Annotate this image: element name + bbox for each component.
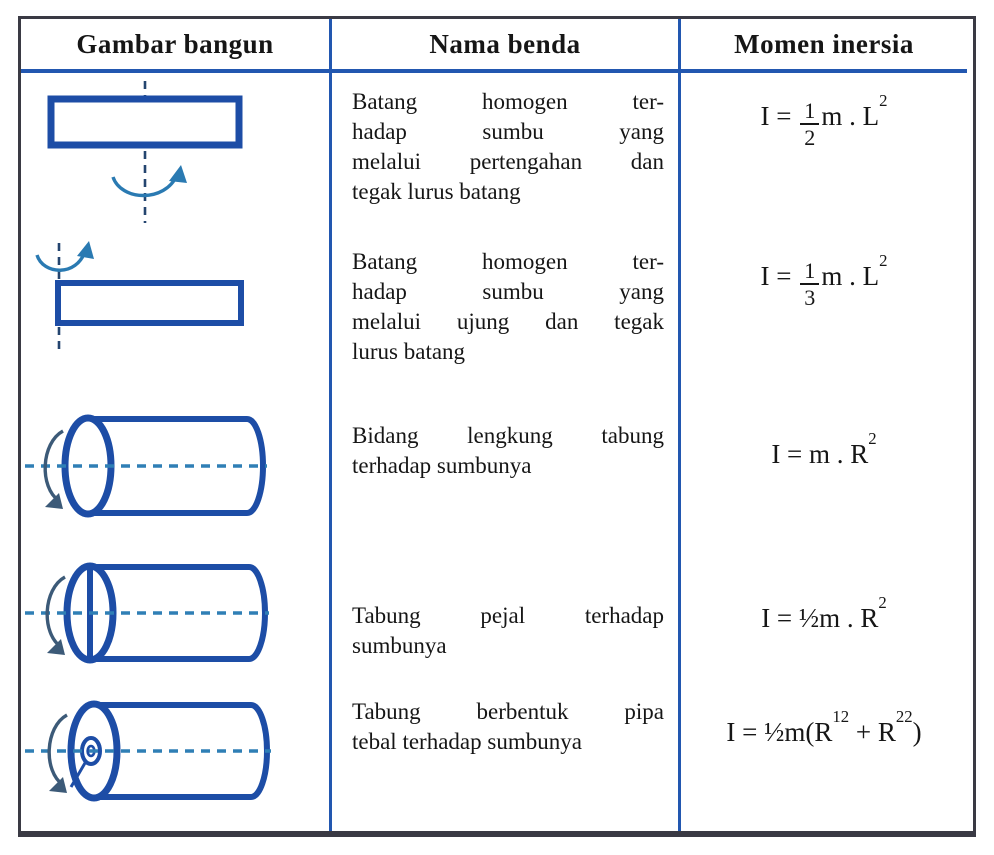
rotation-arrowhead-icon <box>77 241 94 259</box>
rotation-arrowhead-icon <box>169 165 187 183</box>
formula-cell <box>681 73 967 237</box>
figure-cell <box>21 687 329 831</box>
object-name: Bidang lengkung tabung terhadap sumbunya <box>352 423 664 478</box>
formula-cell <box>681 399 967 549</box>
hollow-cylinder-diagram <box>21 405 321 549</box>
formula-cell <box>681 237 967 399</box>
bar-shape <box>58 283 241 323</box>
name-cell <box>329 399 681 549</box>
formula-cell <box>681 687 967 831</box>
object-name: Batang homogen ter- hadap sumbu yang melalui pertengahan dan tegak lurus batang <box>352 89 664 204</box>
table-row <box>21 73 973 237</box>
inertia-formula: I = m . R 2 <box>771 429 877 469</box>
name-cell <box>329 687 681 831</box>
header-nama-benda: Nama benda <box>329 19 681 73</box>
object-name: Tabung pejal terhadap sumbunya <box>352 603 664 658</box>
figure-cell <box>21 399 329 549</box>
name-cell <box>329 549 681 687</box>
formula-cell <box>681 549 967 687</box>
object-name: Tabung berbentuk pipa tebal terhadap sumbunya <box>352 699 664 754</box>
object-name: Batang homogen ter- hadap sumbu yang melalui ujung dan tegak lurus batang <box>352 249 664 364</box>
table-row <box>21 549 973 687</box>
figure-cell <box>21 237 329 399</box>
rotation-arrow-icon <box>37 251 85 270</box>
inertia-formula: I = ½m . R 2 <box>761 593 887 633</box>
table-row <box>21 687 973 831</box>
bar-center-axis-diagram <box>21 73 321 233</box>
table-row <box>21 399 973 549</box>
name-cell <box>329 73 681 237</box>
solid-cylinder-diagram <box>21 553 321 687</box>
inertia-formula: I = $\frac{1}{2}$ m . L 2 <box>760 91 888 151</box>
figure-cell <box>21 73 329 237</box>
thick-pipe-diagram <box>21 691 321 831</box>
inertia-table <box>18 16 976 837</box>
inertia-formula: I = ½m(R 1 2 + R 2 2 ) <box>726 707 922 747</box>
header-momen-inersia: Momen inersia <box>681 19 967 73</box>
header-gambar-bangun: Gambar bangun <box>21 19 329 73</box>
figure-cell <box>21 549 329 687</box>
table-header-row <box>21 19 973 73</box>
cylinder-front-face <box>65 418 111 514</box>
bar-shape <box>51 99 239 145</box>
bar-end-axis-diagram <box>21 237 321 395</box>
name-cell <box>329 237 681 399</box>
table-row <box>21 237 973 399</box>
inertia-formula: I = $\frac{1}{3}$ m . L 2 <box>760 251 888 311</box>
